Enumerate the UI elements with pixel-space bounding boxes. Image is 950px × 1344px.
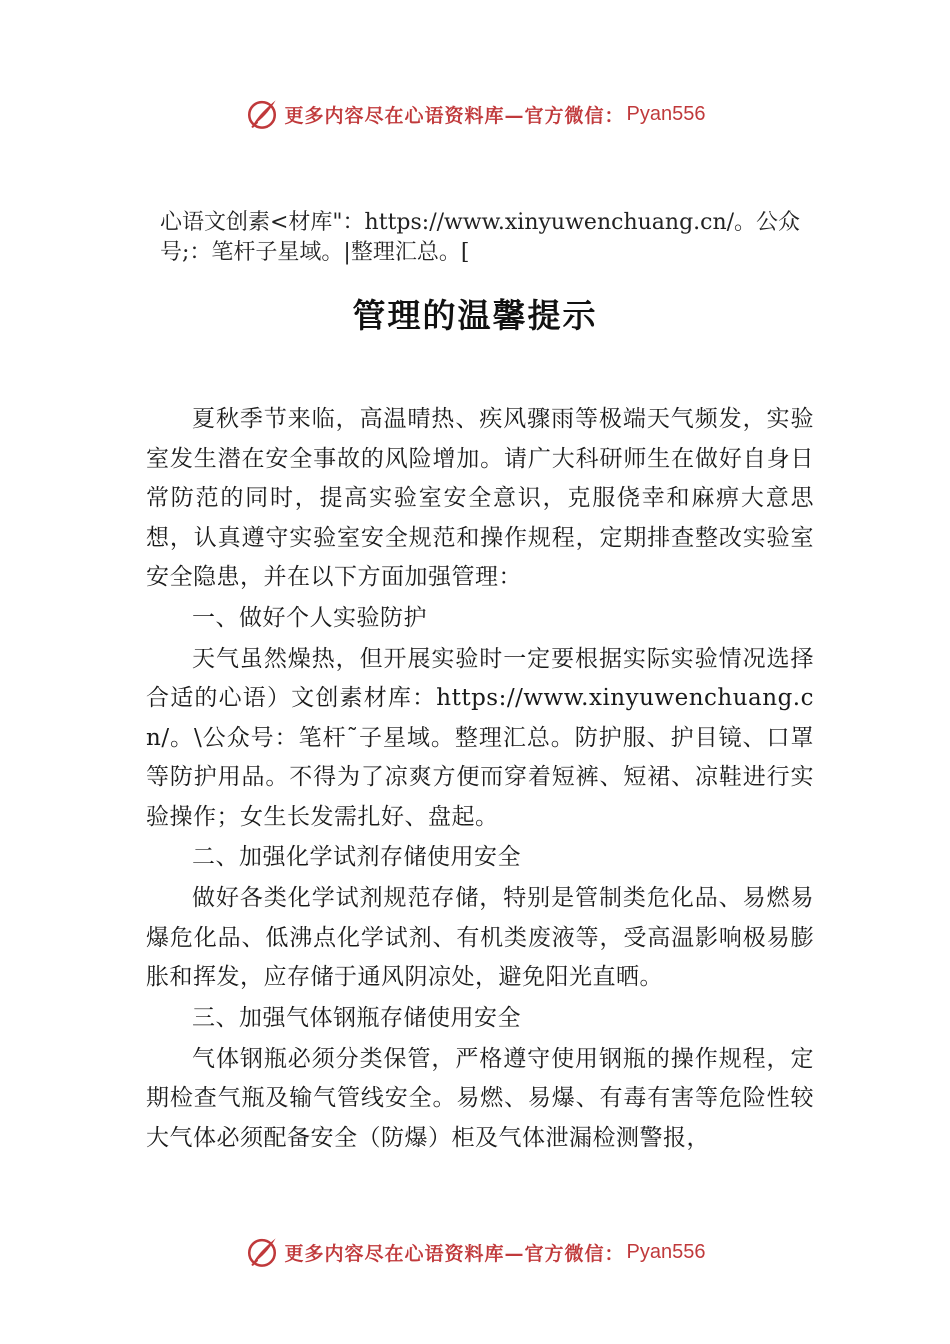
footer-banner [0,1232,950,1272]
intro-paragraph: 夏秋季节来临，高温晴热、疾风骤雨等极端天气频发，实验室发生潜在安全事故的风险增加。请广大科研师生在做好自身日常防范的同时，提高实验室安全意识，克服侥幸和麻痹大意思想，认真遵守实验室安全规范和操作规程，定期排查整改实验室安全隐患，并在以下方面加强管理： [146,406,814,590]
source-meta-line: 心语文创素<材库"：https://www.xinyuwenchuang.cn/。公众号;：笔杆子星域。|整理汇总。[ [160,210,801,265]
section-paragraph-3: 气体钢瓶必须分类保管，严格遵守使用钢瓶的操作规程，定期检查气瓶及输气管线安全。易燃、易爆、有毒有害等危险性较大气体必须配备安全（防爆）柜及气体泄漏检测警报， [146,1045,814,1151]
quill-pen-logo-icon [245,1235,279,1269]
section-heading-1: 一、做好个人实验防护 [192,604,427,631]
section-paragraph-1: 天气虽然燥热，但开展实验时一定要根据实际实验情况选择合适的心语）文创素材库：https://www.xinyuwenchuang.cn/。\公众号：笔杆˜子星域。整理汇总。防护服、护目镜、口罩等防护用品。不得为了凉爽方便而穿着短裤、短裙、凉鞋进行实验操作；女生长发需扎好、盘起。 [146,645,814,830]
section-heading-2: 二、加强化学试剂存储使用安全 [192,844,521,870]
banner-account: Pyan556 [626,1240,706,1263]
banner-text: 更多内容尽在心语资料库—官方微信： [284,1242,625,1265]
section-heading-3: 三、加强气体钢瓶存储使用安全 [192,1004,521,1031]
section-paragraph-2: 做好各类化学试剂规范存储，特别是管制类危化品、易燃易爆危化品、低沸点化学试剂、有机类废液等，受高温影响极易膨胀和挥发，应存储于通风阴凉处，避免阳光直晒。 [146,885,814,990]
banner-text: 更多内容尽在心语资料库—官方微信： [284,104,625,127]
document-title: 管理的温馨提示 [352,296,598,335]
quill-pen-logo-icon [245,97,279,131]
header-banner [0,94,950,134]
banner-account: Pyan556 [626,102,706,125]
document-body [146,400,814,1158]
